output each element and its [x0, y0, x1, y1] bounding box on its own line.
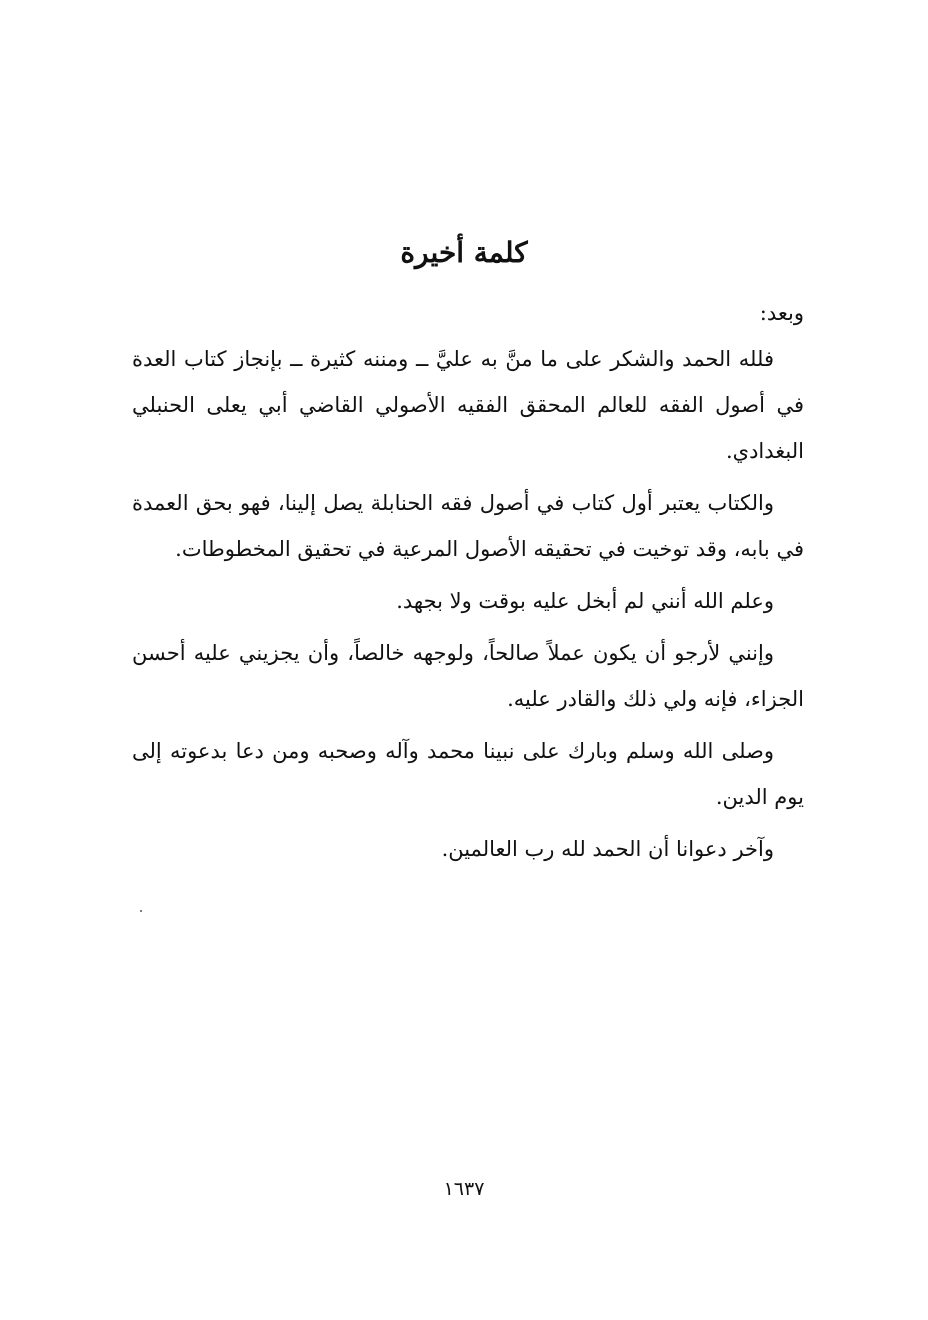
- paragraph-effort: وعلم الله أنني لم أبخل عليه بوقت ولا بجهد.: [396, 589, 774, 613]
- opening-line: وبعد:: [759, 301, 804, 325]
- paragraph-book: والكتاب يعتبر أول كتاب في أصول فقه الحنابلة يصل إلينا، فهو بحق العمدة في بابه، وقد توخيت في تحقيقه الأصول المرعية في تحقيق المخطوطات.: [132, 491, 804, 561]
- page-number: ١٦٣٧: [443, 1178, 485, 1200]
- scan-speck: [140, 910, 142, 912]
- paragraph-prayer: وصلى الله وسلم وبارك على نبينا محمد وآله وصحبه ومن دعا بدعوته إلى يوم الدين.: [132, 739, 804, 809]
- body-text: [132, 290, 804, 878]
- paragraph-hope: وإنني لأرجو أن يكون عملاً صالحاً، ولوجهه خالصاً، وأن يجزيني عليه أحسن الجزاء، فإنه ولي ذلك والقادر عليه.: [132, 641, 804, 711]
- paragraph-thanks: فلله الحمد والشكر على ما منَّ به عليَّ ــ ومننه كثيرة ــ بإنجاز كتاب العدة في أصول الفقه للعالم المحقق الفقيه الأصولي القاضي أبي يعلى الحنبلي البغدادي.: [132, 347, 804, 463]
- paragraph-closing: وآخر دعوانا أن الحمد لله رب العالمين.: [441, 837, 774, 861]
- page-title: كلمة أخيرة: [400, 236, 528, 269]
